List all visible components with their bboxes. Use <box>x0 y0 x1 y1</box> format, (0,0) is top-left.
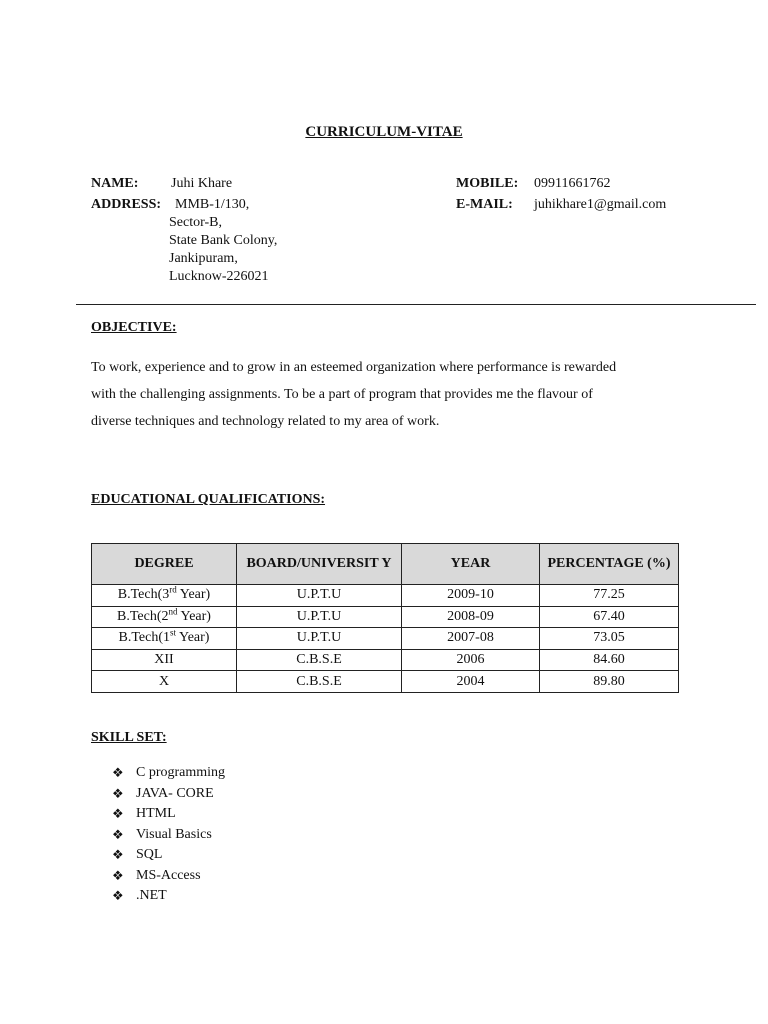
year-cell: 2007-08 <box>402 628 540 650</box>
year-cell: 2008-09 <box>402 606 540 628</box>
education-table <box>91 543 679 693</box>
year-cell: 2004 <box>402 671 540 693</box>
diamond-bullet-icon: ❖ <box>112 765 124 781</box>
education-heading: EDUCATIONAL QUALIFICATIONS: <box>91 492 326 507</box>
diamond-bullet-icon: ❖ <box>112 826 124 842</box>
board-cell: U.P.T.U <box>237 606 402 628</box>
objective-text <box>91 354 671 435</box>
list-item: ❖ C programming <box>112 763 225 784</box>
skills-heading: SKILL SET: <box>91 730 167 745</box>
column-header-percentage: PERCENTAGE (%) <box>540 544 679 585</box>
objective-line: with the challenging assignments. To be a part of program that provides me the flavour of <box>91 387 593 402</box>
mobile-value: 09911661762 <box>534 176 611 191</box>
list-item: ❖ Visual Basics <box>112 825 225 846</box>
list-item: ❖ .NET <box>112 886 225 907</box>
degree-cell: X <box>92 671 237 693</box>
diamond-bullet-icon: ❖ <box>112 785 124 801</box>
mobile-label: MOBILE: <box>456 176 519 191</box>
address-line: Sector-B, <box>169 215 222 230</box>
year-cell: 2006 <box>402 649 540 671</box>
table-row <box>92 649 679 671</box>
objective-line: diverse techniques and technology related to my area of work. <box>91 414 440 429</box>
percentage-cell: 77.25 <box>540 585 679 607</box>
email-label: E-MAIL: <box>456 197 513 212</box>
address-label: ADDRESS: <box>91 197 162 212</box>
list-item: ❖ JAVA- CORE <box>112 784 225 805</box>
table-row <box>92 671 679 693</box>
percentage-cell: 84.60 <box>540 649 679 671</box>
board-cell: U.P.T.U <box>237 628 402 650</box>
column-header-board: BOARD/UNIVERSIT Y <box>237 544 402 585</box>
diamond-bullet-icon: ❖ <box>112 867 124 883</box>
board-cell: U.P.T.U <box>237 585 402 607</box>
percentage-cell: 89.80 <box>540 671 679 693</box>
table-header-row <box>92 544 679 585</box>
board-cell: C.B.S.E <box>237 671 402 693</box>
degree-cell: XII <box>92 649 237 671</box>
email-value: juhikhare1@gmail.com <box>534 197 667 212</box>
degree-cell: B.Tech(3rd Year) <box>92 585 237 607</box>
diamond-bullet-icon: ❖ <box>112 806 124 822</box>
address-line: Lucknow-226021 <box>169 269 269 284</box>
degree-cell: B.Tech(1st Year) <box>92 628 237 650</box>
name-value: Juhi Khare <box>171 176 233 191</box>
list-item: ❖ HTML <box>112 804 225 825</box>
list-item: ❖ MS-Access <box>112 866 225 887</box>
table-row <box>92 628 679 650</box>
objective-heading: OBJECTIVE: <box>91 320 177 335</box>
table-row <box>92 585 679 607</box>
table-row <box>92 606 679 628</box>
year-cell: 2009-10 <box>402 585 540 607</box>
address-line: Jankipuram, <box>169 251 238 266</box>
list-item: ❖ SQL <box>112 845 225 866</box>
board-cell: C.B.S.E <box>237 649 402 671</box>
address-line: MMB-1/130, <box>175 197 250 212</box>
horizontal-divider <box>76 304 756 305</box>
name-label: NAME: <box>91 176 139 191</box>
degree-cell: B.Tech(2nd Year) <box>92 606 237 628</box>
diamond-bullet-icon: ❖ <box>112 847 124 863</box>
percentage-cell: 73.05 <box>540 628 679 650</box>
diamond-bullet-icon: ❖ <box>112 888 124 904</box>
column-header-degree: DEGREE <box>92 544 237 585</box>
percentage-cell: 67.40 <box>540 606 679 628</box>
document-title: CURRICULUM-VITAE <box>305 124 463 140</box>
objective-line: To work, experience and to grow in an esteemed organization where performance is rewarded <box>91 360 617 375</box>
address-line: State Bank Colony, <box>169 233 278 248</box>
column-header-year: YEAR <box>402 544 540 585</box>
skills-list <box>112 763 225 907</box>
